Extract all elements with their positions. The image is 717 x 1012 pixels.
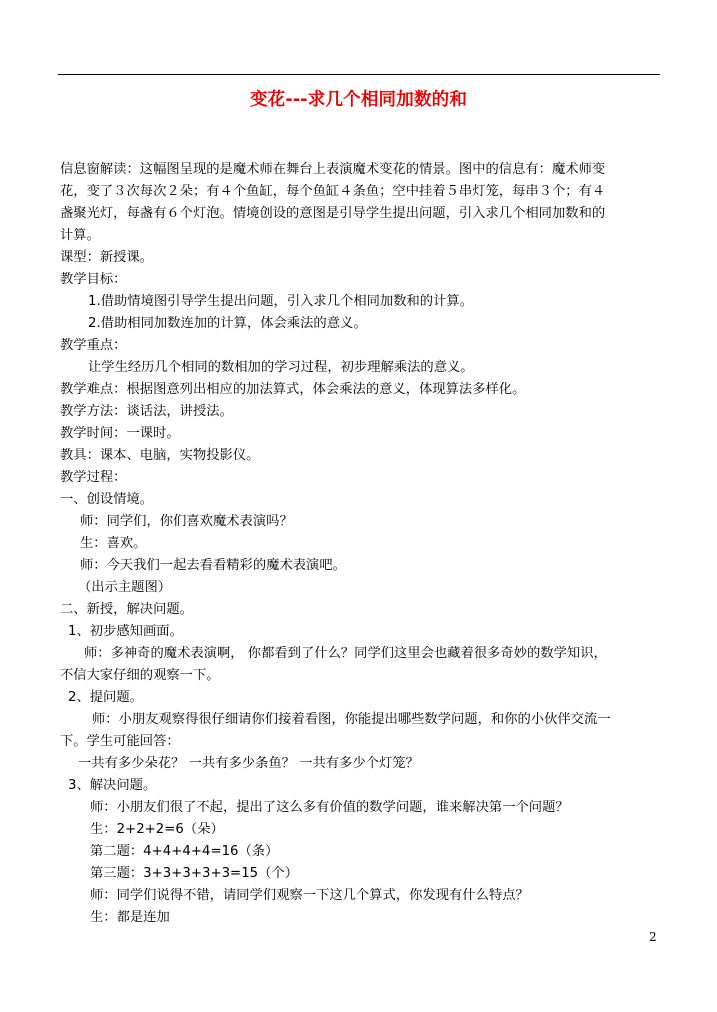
text-line: 2.借助相同加数连加的计算，体会乘法的意义。 — [88, 316, 367, 331]
text-line: 师：同学们说得不错，请同学们观察一下这几个算式，你发现有什么特点？ — [90, 888, 529, 903]
text-line: 1.借助情境图引导学生提出问题，引入求几个相同加数和的计算。 — [88, 294, 473, 309]
text-line: 生：2+2+2=6（朵） — [90, 822, 224, 837]
text-line: 下。学生可能回答： — [60, 734, 180, 749]
text-line: 让学生经历几个相同的数相加的学习过程，初步理解乘法的意义。 — [88, 360, 474, 375]
header-rule — [58, 74, 660, 75]
text-line: 生：喜欢。 — [80, 536, 147, 551]
text-line: 第二题：4+4+4+4=16（条） — [90, 844, 279, 859]
text-line: 二、新授，解决问题。 — [60, 602, 193, 617]
text-line: 计算。 — [60, 228, 100, 243]
text-line: 盏聚光灯，每盏有６个灯泡。情境创设的意图是引导学生提出问题，引入求几个相同加数和的 — [60, 206, 606, 221]
text-line: 课型：新授课。 — [60, 250, 154, 265]
text-line: 3、解决问题。 — [68, 778, 157, 793]
text-line: （出示主题图） — [78, 580, 172, 595]
text-line: 教学重点： — [60, 338, 127, 353]
text-line: 师：小朋友观察得很仔细请你们接着看图，你能提出哪些数学问题，和你的小伙伴交流一 — [92, 712, 611, 727]
page-number: 2 — [649, 930, 657, 944]
text-line: 师：今天我们一起去看看精彩的魔术表演吧。 — [80, 558, 346, 573]
document-title: 变花---求几个相同加数的和 — [249, 90, 468, 110]
text-line: 教学时间：一课时。 — [60, 426, 180, 441]
text-line: 师：小朋友们很了不起，提出了这么多有价值的数学问题，谁来解决第一个问题？ — [90, 800, 569, 815]
text-line: 教学方法：谈话法，讲授法。 — [60, 404, 233, 419]
text-line: 教学目标： — [60, 272, 127, 287]
text-line: 信息窗解读：这幅图呈现的是魔术师在舞台上表演魔术变花的情景。图中的信息有：魔术师变 — [60, 162, 606, 177]
text-line: 不信大家仔细的观察一下。 — [60, 668, 220, 683]
text-line: 生：都是连加 — [90, 910, 170, 925]
text-line: 教学难点：根据图意列出相应的加法算式，体会乘法的意义，体现算法多样化。 — [60, 382, 526, 397]
text-line: 花，变了３次每次２朵；有４个鱼缸，每个鱼缸４条鱼；空中挂着５串灯笼，每串３个；有４ — [60, 184, 606, 199]
text-line: 教学过程： — [60, 470, 127, 485]
text-line: 师：同学们，你们喜欢魔术表演吗？ — [80, 514, 293, 529]
text-line: 师：多神奇的魔术表演啊， 你都看到了什么？同学们这里会也藏着很多奇妙的数学知识， — [84, 646, 607, 661]
text-line: 一共有多少朵花？ 一共有多少条鱼？ 一共有多少个灯笼？ — [78, 756, 419, 771]
text-line: 1、初步感知画面。 — [68, 624, 183, 639]
text-line: 一、创设情境。 — [60, 492, 154, 507]
text-line: 教具：课本、电脑，实物投影仪。 — [60, 448, 260, 463]
text-line: 2、提问题。 — [68, 690, 143, 705]
text-line: 第三题：3+3+3+3+3=15（个） — [90, 866, 299, 881]
